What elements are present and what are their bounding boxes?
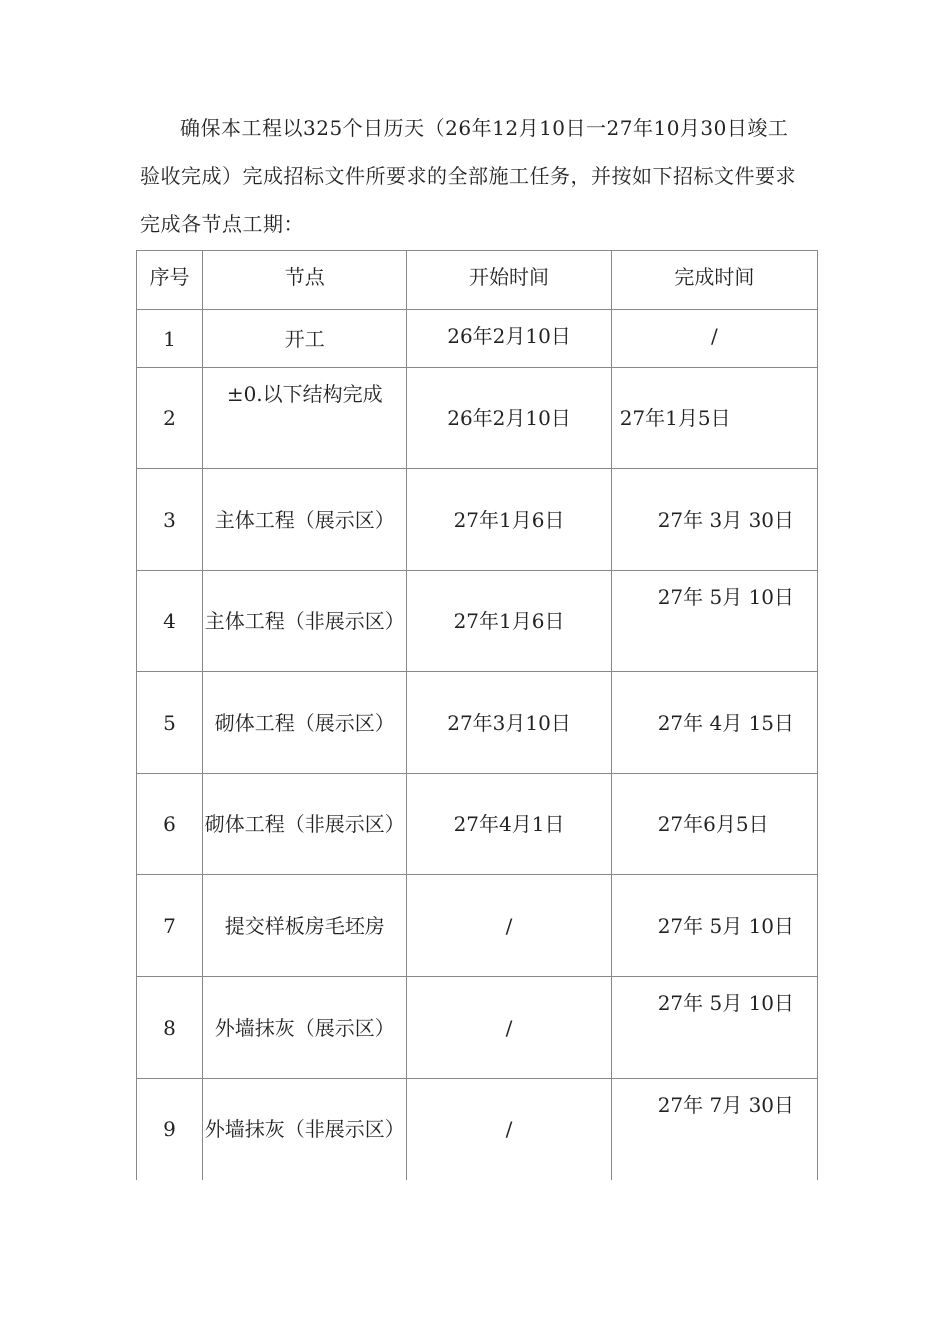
row-no: 3: [137, 469, 203, 571]
header-end: 完成时间: [611, 251, 817, 310]
row-end: /: [611, 310, 817, 368]
intro-line-2: 验收完成）完成招标文件所要求的全部施工任务，并按如下招标文件要求: [140, 164, 796, 188]
table-header-row: [137, 251, 818, 310]
row-start: 27年1月6日: [407, 469, 611, 571]
row-no: 9: [137, 1079, 203, 1180]
table-row: [137, 469, 818, 571]
table-row: [137, 672, 818, 774]
row-end: 27年6月5日: [611, 774, 817, 875]
row-end: 27年 5月 10日: [611, 571, 817, 672]
row-no: 5: [137, 672, 203, 774]
table-row: [137, 1079, 818, 1180]
row-no: 4: [137, 571, 203, 672]
header-start: 开始时间: [407, 251, 611, 310]
row-end: 27年 5月 10日: [611, 875, 817, 977]
row-no: 6: [137, 774, 203, 875]
row-no: 7: [137, 875, 203, 977]
table-row: [137, 368, 818, 469]
row-end: 27年 5月 10日: [611, 977, 817, 1079]
row-no: 2: [137, 368, 203, 469]
table-row: [137, 571, 818, 672]
intro-paragraph: [140, 104, 830, 248]
row-start: 27年1月6日: [407, 571, 611, 672]
row-node: ±0.以下结构完成: [203, 368, 407, 469]
row-no: 8: [137, 977, 203, 1079]
table-row: [137, 977, 818, 1079]
row-node: 砌体工程（非展示区）: [203, 774, 407, 875]
row-node: 开工: [203, 310, 407, 368]
row-start: /: [407, 875, 611, 977]
row-start: 27年3月10日: [407, 672, 611, 774]
header-node: 节点: [203, 251, 407, 310]
intro-line-3: 完成各节点工期：: [140, 212, 304, 236]
intro-line-1: 确保本工程以325个日历天（26年12月10日一27年10月30日竣工: [180, 116, 789, 140]
row-end: 27年 3月 30日: [611, 469, 817, 571]
row-start: /: [407, 977, 611, 1079]
row-node: 外墙抹灰（展示区）: [203, 977, 407, 1079]
row-node: 砌体工程（展示区）: [203, 672, 407, 774]
table-row: [137, 774, 818, 875]
schedule-table: [136, 250, 818, 1180]
row-end: 27年1月5日: [611, 368, 817, 469]
header-no: 序号: [137, 251, 203, 310]
row-node: 主体工程（非展示区）: [203, 571, 407, 672]
row-node: 主体工程（展示区）: [203, 469, 407, 571]
row-node: 外墙抹灰（非展示区）: [203, 1079, 407, 1180]
row-end: 27年 4月 15日: [611, 672, 817, 774]
table-row: [137, 875, 818, 977]
row-start: 26年2月10日: [407, 368, 611, 469]
row-no: 1: [137, 310, 203, 368]
row-start: 26年2月10日: [407, 310, 611, 368]
row-start: /: [407, 1079, 611, 1180]
row-node: 提交样板房毛坯房: [203, 875, 407, 977]
table-row: [137, 310, 818, 368]
row-end: 27年 7月 30日: [611, 1079, 817, 1180]
row-start: 27年4月1日: [407, 774, 611, 875]
